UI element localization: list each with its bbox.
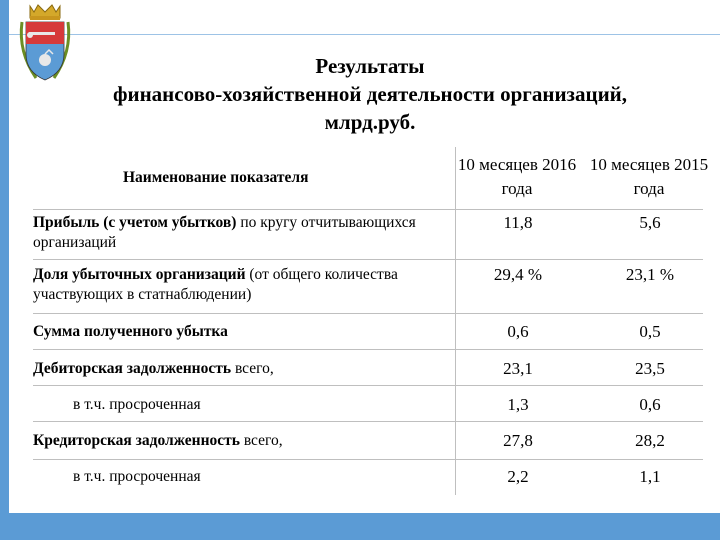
value-2015: 0,6 — [639, 395, 661, 414]
value-2015: 23,5 — [635, 359, 665, 378]
value-2015: 5,6 — [639, 213, 661, 232]
header-col-2015: 10 месяцев 2015 года — [589, 155, 709, 198]
title-line-1: Результаты — [315, 54, 425, 78]
left-accent-stripe — [0, 0, 9, 540]
row-divider — [33, 459, 703, 460]
value-2016: 2,2 — [507, 467, 529, 486]
row-divider — [33, 313, 703, 314]
value-2015: 1,1 — [639, 467, 661, 486]
value-2015: 28,2 — [635, 431, 665, 450]
value-2016: 29,4 % — [493, 265, 543, 284]
row-divider — [33, 385, 703, 386]
row-label: в т.ч. просроченная — [73, 396, 201, 413]
row-label: Прибыль (с учетом убытков) по кругу отчитывающихся организаций — [33, 214, 416, 251]
value-2015: 23,1 % — [625, 265, 675, 284]
row-divider — [33, 259, 703, 260]
value-2015: 0,5 — [639, 322, 661, 341]
top-divider — [9, 34, 720, 35]
column-divider — [455, 147, 456, 495]
row-divider — [33, 421, 703, 422]
row-label: в т.ч. просроченная — [73, 468, 201, 485]
value-2016: 0,6 — [507, 322, 529, 341]
title-line-2: финансово-хозяйственной деятельности организаций, — [112, 82, 628, 106]
row-divider — [33, 349, 703, 350]
row-label: Сумма полученного убытка — [33, 323, 228, 340]
footer-bar — [0, 513, 720, 540]
value-2016: 11,8 — [503, 213, 533, 232]
row-divider — [33, 209, 703, 210]
page-title — [60, 52, 680, 136]
row-label: Доля убыточных организаций (от общего количества участвующих в статнаблюдении) — [33, 266, 398, 303]
title-line-3: млрд.руб. — [324, 110, 416, 134]
value-2016: 1,3 — [507, 395, 529, 414]
value-2016: 27,8 — [503, 431, 533, 450]
header-indicator-name: Наименование показателя — [123, 169, 309, 186]
row-label: Дебиторская задолженность всего, — [33, 360, 274, 377]
header-col-2016: 10 месяцев 2016 года — [457, 155, 577, 198]
value-2016: 23,1 — [503, 359, 533, 378]
row-label: Кредиторская задолженность всего, — [33, 432, 283, 449]
